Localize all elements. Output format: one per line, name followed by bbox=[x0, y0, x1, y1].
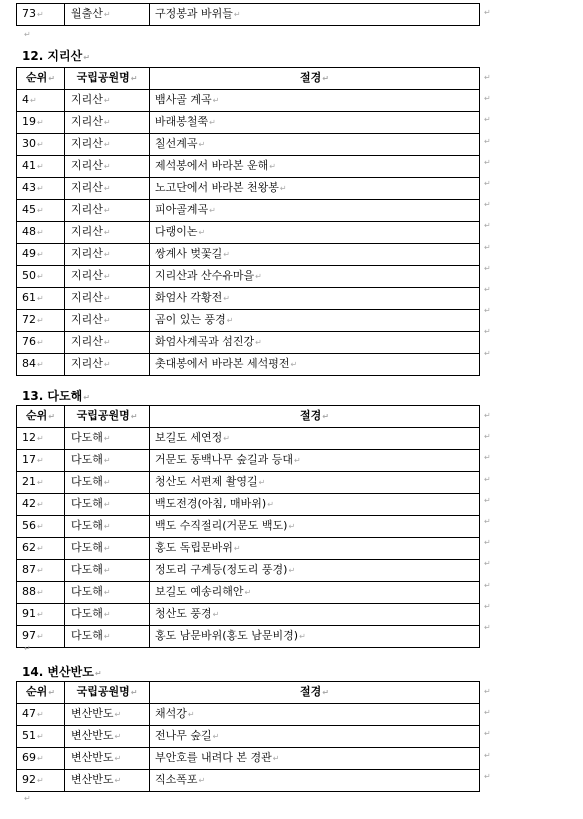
rank-cell: 41 bbox=[22, 159, 36, 172]
cell-end-mark: ↵ bbox=[223, 294, 230, 303]
park-cell: 다도해 bbox=[71, 453, 103, 466]
cell-end-mark: ↵ bbox=[103, 456, 111, 465]
row-end-mark: ↵ bbox=[484, 708, 491, 718]
cell-end-mark: ↵ bbox=[37, 338, 44, 347]
cell-end-mark: ↵ bbox=[114, 776, 122, 785]
row-end-mark: ↵ bbox=[484, 263, 491, 273]
cell-end-mark: ↵ bbox=[37, 250, 44, 259]
view-cell: 화엄사계곡과 섬진강 bbox=[155, 335, 255, 348]
view-cell: 채석강 bbox=[155, 707, 187, 720]
cell-end-mark: ↵ bbox=[37, 500, 44, 509]
cell-end-mark: ↵ bbox=[294, 456, 301, 465]
cell-end-mark: ↵ bbox=[37, 294, 44, 303]
row-end-mark: ↵ bbox=[484, 559, 491, 569]
rank-cell: 49 bbox=[22, 247, 36, 260]
cell-end-mark: ↵ bbox=[258, 478, 266, 487]
park-cell: 월출산 bbox=[71, 7, 103, 20]
row-end-mark: ↵ bbox=[484, 242, 491, 252]
cell-end-mark: ↵ bbox=[37, 522, 44, 531]
row-end-mark: ↵ bbox=[484, 623, 491, 632]
cell-end-mark: ↵ bbox=[267, 500, 274, 509]
park-cell: 다도해 bbox=[71, 629, 103, 642]
view-cell: 바래봉철쭉 bbox=[155, 115, 209, 128]
row-end-mark: ↵ bbox=[484, 306, 491, 316]
view-cell: 직소폭포 bbox=[155, 773, 198, 786]
table-row bbox=[17, 538, 480, 560]
row-end-mark: ↵ bbox=[484, 517, 491, 526]
park-cell: 지리산 bbox=[71, 269, 103, 282]
rank-cell: 50 bbox=[22, 269, 36, 282]
row-end-mark: ↵ bbox=[484, 474, 491, 484]
table-row bbox=[17, 178, 480, 200]
column-header-park: 국립공원명 bbox=[76, 71, 130, 84]
cell-end-mark: ↵ bbox=[198, 776, 206, 785]
table-header-row bbox=[17, 406, 480, 428]
cell-end-mark: ↵ bbox=[37, 754, 44, 763]
cell-end-mark: ↵ bbox=[103, 228, 111, 237]
cell-end-mark: ↵ bbox=[103, 522, 111, 531]
cell-end-mark: ↵ bbox=[103, 544, 111, 553]
cell-end-mark: ↵ bbox=[103, 10, 111, 19]
column-header-rank: 순위 bbox=[26, 409, 48, 422]
cell-end-mark: ↵ bbox=[233, 544, 241, 553]
view-cell: 전나무 숲길 bbox=[155, 729, 212, 742]
row-end-mark: ↵ bbox=[484, 580, 491, 590]
cell-end-mark: ↵ bbox=[322, 688, 329, 697]
table-row bbox=[17, 134, 480, 156]
park-cell: 지리산 bbox=[71, 247, 103, 260]
cell-end-mark: ↵ bbox=[103, 610, 111, 619]
cell-end-mark: ↵ bbox=[37, 184, 44, 193]
rank-cell: 69 bbox=[22, 751, 36, 764]
rank-cell: 12 bbox=[22, 431, 36, 444]
cell-end-mark: ↵ bbox=[187, 710, 195, 719]
cell-end-mark: ↵ bbox=[279, 184, 287, 193]
rank-cell: 72 bbox=[22, 313, 36, 326]
cell-end-mark: ↵ bbox=[209, 206, 216, 215]
table-row bbox=[17, 450, 480, 472]
view-cell: 칠선계곡 bbox=[155, 137, 198, 150]
cell-end-mark: ↵ bbox=[37, 162, 44, 171]
row-end-mark: ↵ bbox=[484, 771, 491, 781]
column-header-rank: 순위 bbox=[26, 71, 48, 84]
column-header-view: 절경 bbox=[300, 685, 322, 698]
row-end-mark: ↵ bbox=[484, 94, 491, 104]
table-header-row bbox=[17, 682, 480, 704]
view-cell: 뱀사골 계곡 bbox=[155, 93, 212, 106]
cell-end-mark: ↵ bbox=[288, 566, 296, 575]
park-cell: 다도해 bbox=[71, 497, 103, 510]
cell-end-mark: ↵ bbox=[37, 776, 44, 785]
cell-end-mark: ↵ bbox=[114, 754, 122, 763]
table-row bbox=[17, 266, 480, 288]
cell-end-mark: ↵ bbox=[114, 710, 122, 719]
rank-cell: 91 bbox=[22, 607, 36, 620]
cell-end-mark: ↵ bbox=[226, 316, 234, 325]
cell-end-mark: ↵ bbox=[103, 316, 111, 325]
row-end-mark: ↵ bbox=[484, 136, 491, 146]
row-end-mark: ↵ bbox=[484, 285, 491, 294]
row-end-mark: ↵ bbox=[484, 115, 491, 125]
cell-end-mark: ↵ bbox=[223, 250, 230, 259]
cell-end-mark: ↵ bbox=[37, 434, 44, 443]
column-header-park: 국립공원명 bbox=[76, 685, 130, 698]
view-cell: 촛대봉에서 바라본 세석평전 bbox=[155, 357, 290, 370]
row-end-mark: ↵ bbox=[484, 453, 491, 463]
rank-cell: 19 bbox=[22, 115, 36, 128]
cell-end-mark: ↵ bbox=[255, 272, 262, 281]
row-end-mark: ↵ bbox=[484, 750, 491, 760]
park-cell: 지리산 bbox=[71, 203, 103, 216]
cell-end-mark: ↵ bbox=[103, 566, 111, 575]
view-cell: 곰이 있는 풍경 bbox=[155, 313, 226, 326]
rank-cell: 88 bbox=[22, 585, 36, 598]
view-cell: 지리산과 산수유마을 bbox=[155, 269, 255, 282]
paragraph-mark: ↵ bbox=[24, 794, 31, 803]
cell-end-mark: ↵ bbox=[37, 10, 44, 19]
cell-end-mark: ↵ bbox=[37, 456, 44, 465]
rank-cell: 21 bbox=[22, 475, 36, 488]
cell-end-mark: ↵ bbox=[103, 294, 111, 303]
table-row bbox=[17, 494, 480, 516]
park-cell: 지리산 bbox=[71, 137, 103, 150]
view-cell: 청산도 서편제 촬영길 bbox=[155, 475, 258, 488]
park-cell: 다도해 bbox=[71, 475, 103, 488]
section-heading: 12. 지리산↵ bbox=[22, 49, 90, 63]
view-cell: 구정봉과 바위들 bbox=[155, 7, 233, 20]
column-header-park: 국립공원명 bbox=[76, 409, 130, 422]
cell-end-mark: ↵ bbox=[37, 566, 44, 575]
cell-end-mark: ↵ bbox=[48, 412, 55, 421]
cell-end-mark: ↵ bbox=[255, 338, 262, 347]
cell-end-mark: ↵ bbox=[322, 74, 329, 83]
cell-end-mark: ↵ bbox=[37, 316, 44, 325]
park-cell: 변산반도 bbox=[71, 773, 114, 786]
park-cell: 변산반도 bbox=[71, 729, 114, 742]
view-cell: 거문도 동백나무 숲길과 등대 bbox=[155, 453, 294, 466]
cell-end-mark: ↵ bbox=[288, 522, 296, 531]
row-end-mark: ↵ bbox=[484, 179, 491, 188]
table-jirisan bbox=[16, 67, 480, 376]
cell-end-mark: ↵ bbox=[223, 434, 230, 443]
cell-end-mark: ↵ bbox=[37, 710, 44, 719]
cell-end-mark: ↵ bbox=[290, 360, 298, 369]
view-cell: 청산도 풍경 bbox=[155, 607, 212, 620]
table-row bbox=[17, 626, 480, 648]
paragraph-mark: ↵ bbox=[24, 30, 31, 39]
cell-end-mark: ↵ bbox=[37, 360, 44, 369]
park-cell: 다도해 bbox=[71, 607, 103, 620]
row-end-mark: ↵ bbox=[484, 729, 491, 739]
cell-end-mark: ↵ bbox=[103, 588, 111, 597]
column-header-view: 절경 bbox=[300, 409, 322, 422]
view-cell: 백도전경(아침, 매바위) bbox=[155, 497, 267, 510]
park-cell: 지리산 bbox=[71, 313, 103, 326]
cell-end-mark: ↵ bbox=[322, 412, 329, 421]
rank-cell: 56 bbox=[22, 519, 36, 532]
table-row bbox=[17, 726, 480, 748]
cell-end-mark: ↵ bbox=[103, 500, 111, 509]
cell-end-mark: ↵ bbox=[103, 184, 111, 193]
view-cell: 홍도 남문바위(홍도 남문비경) bbox=[155, 629, 299, 642]
rank-cell: 30 bbox=[22, 137, 36, 150]
cell-end-mark: ↵ bbox=[37, 206, 44, 215]
row-end-mark: ↵ bbox=[484, 327, 491, 337]
table-row bbox=[17, 156, 480, 178]
table-row bbox=[17, 244, 480, 266]
rank-cell: 73 bbox=[22, 7, 36, 20]
rank-cell: 51 bbox=[22, 729, 36, 742]
table-header-row bbox=[17, 68, 480, 90]
view-cell: 노고단에서 바라본 천왕봉 bbox=[155, 181, 279, 194]
table-row bbox=[17, 472, 480, 494]
cell-end-mark: ↵ bbox=[299, 632, 306, 641]
table-row bbox=[17, 428, 480, 450]
cell-end-mark: ↵ bbox=[103, 206, 111, 215]
cell-end-mark: ↵ bbox=[114, 732, 122, 741]
rank-cell: 48 bbox=[22, 225, 36, 238]
cell-end-mark: ↵ bbox=[103, 250, 111, 259]
row-end-mark: ↵ bbox=[484, 495, 491, 505]
row-end-mark: ↵ bbox=[484, 687, 491, 696]
view-cell: 정도리 구계등(정도리 풍경) bbox=[155, 563, 288, 576]
table-row bbox=[17, 704, 480, 726]
column-header-view: 절경 bbox=[300, 71, 322, 84]
table-dadohae bbox=[16, 405, 480, 648]
cell-end-mark: ↵ bbox=[209, 118, 216, 127]
view-cell: 다랭이논 bbox=[155, 225, 198, 238]
table-row bbox=[17, 310, 480, 332]
view-cell: 보길도 세연정 bbox=[155, 431, 223, 444]
view-cell: 부안호를 내려다 본 경관 bbox=[155, 751, 272, 764]
park-cell: 다도해 bbox=[71, 585, 103, 598]
table-row bbox=[17, 222, 480, 244]
view-cell: 백도 수직절리(거문도 백도) bbox=[155, 519, 288, 532]
park-cell: 다도해 bbox=[71, 541, 103, 554]
cell-end-mark: ↵ bbox=[48, 688, 55, 697]
rank-cell: 84 bbox=[22, 357, 36, 370]
row-end-mark: ↵ bbox=[484, 8, 491, 17]
cell-end-mark: ↵ bbox=[130, 74, 138, 83]
table-continuation bbox=[16, 3, 480, 26]
table-row bbox=[17, 90, 480, 112]
row-end-mark: ↵ bbox=[484, 200, 491, 210]
cell-end-mark: ↵ bbox=[30, 96, 37, 105]
cell-end-mark: ↵ bbox=[37, 732, 44, 741]
park-cell: 지리산 bbox=[71, 181, 103, 194]
cell-end-mark: ↵ bbox=[212, 96, 220, 105]
table-row bbox=[17, 604, 480, 626]
park-cell: 지리산 bbox=[71, 357, 103, 370]
cell-end-mark: ↵ bbox=[103, 338, 111, 347]
table-row bbox=[17, 770, 480, 792]
rank-cell: 62 bbox=[22, 541, 36, 554]
rank-cell: 92 bbox=[22, 773, 36, 786]
rank-cell: 76 bbox=[22, 335, 36, 348]
cell-end-mark: ↵ bbox=[37, 228, 44, 237]
park-cell: 지리산 bbox=[71, 225, 103, 238]
park-cell: 변산반도 bbox=[71, 751, 114, 764]
section-heading: 13. 다도해↵ bbox=[22, 389, 90, 403]
cell-end-mark: ↵ bbox=[198, 228, 206, 237]
cell-end-mark: ↵ bbox=[37, 588, 44, 597]
table-row bbox=[17, 288, 480, 310]
cell-end-mark: ↵ bbox=[103, 118, 111, 127]
rank-cell: 45 bbox=[22, 203, 36, 216]
table-row bbox=[17, 112, 480, 134]
rank-cell: 97 bbox=[22, 629, 36, 642]
view-cell: 보길도 예송리해안 bbox=[155, 585, 244, 598]
cell-end-mark: ↵ bbox=[37, 140, 44, 149]
rank-cell: 4 bbox=[22, 93, 29, 106]
row-end-mark: ↵ bbox=[484, 601, 491, 611]
park-cell: 지리산 bbox=[71, 291, 103, 304]
view-cell: 피아골계곡 bbox=[155, 203, 209, 216]
section-heading: 14. 변산반도↵ bbox=[22, 665, 102, 679]
cell-end-mark: ↵ bbox=[37, 632, 44, 641]
rank-cell: 17 bbox=[22, 453, 36, 466]
row-end-mark: ↵ bbox=[484, 432, 491, 442]
table-row bbox=[17, 200, 480, 222]
cell-end-mark: ↵ bbox=[103, 360, 111, 369]
table-byeonsanbando bbox=[16, 681, 480, 792]
cell-end-mark: ↵ bbox=[130, 688, 138, 697]
rank-cell: 43 bbox=[22, 181, 36, 194]
cell-end-mark: ↵ bbox=[198, 140, 206, 149]
rank-cell: 47 bbox=[22, 707, 36, 720]
view-cell: 홍도 독립문바위 bbox=[155, 541, 233, 554]
cell-end-mark: ↵ bbox=[37, 544, 44, 553]
park-cell: 지리산 bbox=[71, 93, 103, 106]
view-cell: 제석봉에서 바라본 운해 bbox=[155, 159, 269, 172]
cell-end-mark: ↵ bbox=[37, 478, 44, 487]
cell-end-mark: ↵ bbox=[244, 588, 252, 597]
park-cell: 지리산 bbox=[71, 115, 103, 128]
cell-end-mark: ↵ bbox=[37, 610, 44, 619]
table-row bbox=[17, 560, 480, 582]
row-end-mark: ↵ bbox=[484, 221, 491, 231]
view-cell: 화엄사 각황전 bbox=[155, 291, 223, 304]
table-row bbox=[17, 354, 480, 376]
column-header-rank: 순위 bbox=[26, 685, 48, 698]
cell-end-mark: ↵ bbox=[103, 272, 111, 281]
table-row bbox=[17, 582, 480, 604]
rank-cell: 61 bbox=[22, 291, 36, 304]
table-row bbox=[17, 332, 480, 354]
cell-end-mark: ↵ bbox=[103, 162, 111, 171]
cell-end-mark: ↵ bbox=[272, 754, 280, 763]
park-cell: 다도해 bbox=[71, 431, 103, 444]
cell-end-mark: ↵ bbox=[103, 434, 111, 443]
cell-end-mark: ↵ bbox=[103, 632, 111, 641]
table-row bbox=[17, 516, 480, 538]
cell-end-mark: ↵ bbox=[212, 610, 220, 619]
rank-cell: 42 bbox=[22, 497, 36, 510]
cell-end-mark: ↵ bbox=[48, 74, 55, 83]
park-cell: 지리산 bbox=[71, 335, 103, 348]
row-end-mark: ↵ bbox=[484, 411, 491, 420]
cell-end-mark: ↵ bbox=[233, 10, 241, 19]
park-cell: 변산반도 bbox=[71, 707, 114, 720]
rank-cell: 87 bbox=[22, 563, 36, 576]
row-end-mark: ↵ bbox=[484, 538, 491, 548]
table-row bbox=[17, 748, 480, 770]
cell-end-mark: ↵ bbox=[103, 96, 111, 105]
view-cell: 쌍계사 벚꽃길 bbox=[155, 247, 223, 260]
cell-end-mark: ↵ bbox=[130, 412, 138, 421]
paragraph-mark: ↵ bbox=[24, 644, 31, 653]
row-end-mark: ↵ bbox=[484, 348, 491, 358]
cell-end-mark: ↵ bbox=[37, 118, 44, 127]
cell-end-mark: ↵ bbox=[103, 478, 111, 487]
cell-end-mark: ↵ bbox=[37, 272, 44, 281]
cell-end-mark: ↵ bbox=[212, 732, 220, 741]
table-row bbox=[17, 4, 480, 26]
row-end-mark: ↵ bbox=[484, 73, 491, 82]
park-cell: 다도해 bbox=[71, 563, 103, 576]
cell-end-mark: ↵ bbox=[103, 140, 111, 149]
park-cell: 지리산 bbox=[71, 159, 103, 172]
row-end-mark: ↵ bbox=[484, 157, 491, 167]
cell-end-mark: ↵ bbox=[269, 162, 276, 171]
park-cell: 다도해 bbox=[71, 519, 103, 532]
